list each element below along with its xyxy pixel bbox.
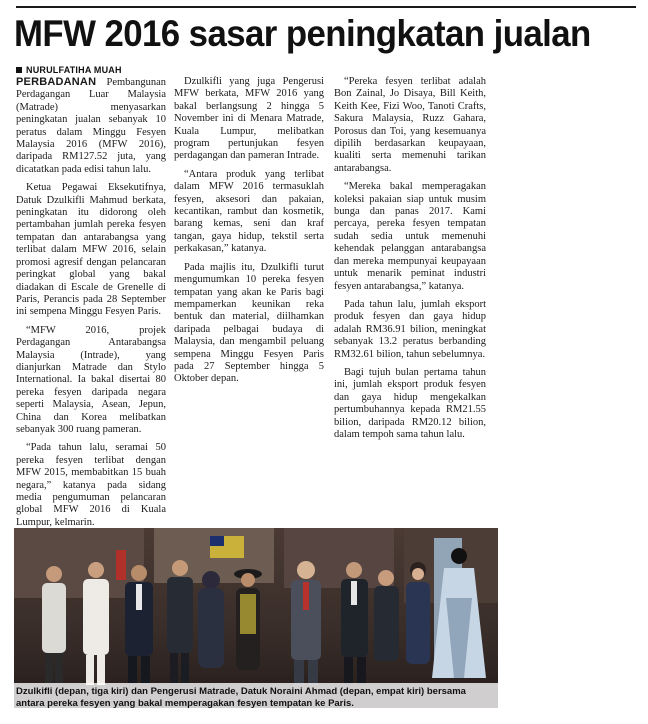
paragraph: “Pereka fesyen terlibat adalah Bon Zainal, Jo Disaya, Bill Keith, Keith Kee, Fizi Woo, Tanoti Crafts, Sakura Malaysia, Ruzz Gahara, Porosus dan Toi, yang kesemuanya dipilih berdasarkan keupayaan, kualiti serta memenuhi tarikan antarabangsa. [334, 76, 486, 174]
byline-author: NURULFATIHA MUAH [26, 65, 122, 75]
paragraph: Bagi tujuh bulan pertama tahun ini, jumlah eksport produk fesyen dan gaya hidup mengekalkan pertumbuhannya kepada RM21.55 bilion, daripada RM20.12 bilion, dalam tempoh sama tahun lalu. [334, 366, 486, 440]
paragraph: “Antara produk yang terlibat dalam MFW 2016 termasuklah fesyen, aksesori dan pakaian, kecantikan, rambut dan kosmetik, barang kemas, seni dan kraf tangan, gaya hidup, tekstil serta perkakasan,” katanya. [174, 168, 324, 255]
paragraph: “Pada tahun lalu, seramai 50 pereka fesyen terlibat dengan MFW 2015, membabitkan 15 buah negara,” katanya pada sidang media pengumuman pelancaran global MFW 2016 di Kuala Lumpur, kelmarin. [16, 442, 166, 528]
lead-word: PERBADANAN [16, 76, 97, 88]
paragraph: Pada majlis itu, Dzulkifli turut mengumumkan 10 pereka fesyen tempatan yang akan ke Paris bagi mempamerkan keunikan reka bentuk dan material, diilhamkan daripada pelbagai budaya di Malaysia, dan mengambil peluang sempena Minggu Fesyen Paris pada 27 September hingga 5 Oktober depan. [174, 261, 324, 385]
paragraph [16, 76, 166, 176]
top-rule [16, 6, 636, 8]
article-headline: MFW 2016 sasar peningkatan jualan [14, 13, 591, 54]
article-column-1 [16, 76, 166, 535]
paragraph-text: Pembangunan Perdagangan Luar Malaysia (Matrade) menyasarkan peningkatan jualan sebanyak 10 peratus dalam Minggu Fesyen Malaysia 2016 (MFW 2016), daripada RM127.52 juta, yang dicatatkan pada edisi tahun lalu. [16, 77, 166, 175]
paragraph: “MFW 2016, projek Perdagangan Antarabangsa Malaysia (Intrade), yang dianjurkan Matrade dan Stylo International. Ia bakal disertai 80 pereka fesyen daripada negara seperti Malaysia, Asean, Jepun, China dan Korea melibatkan sebanyak 300 ruang pameran. [16, 324, 166, 435]
paragraph: Dzulkifli yang juga Pengerusi MFW berkata, MFW 2016 yang bakal berlangsung 2 hingga 5 November ini di Menara Matrade, Kuala Lumpur, melibatkan program pertunjukan fesyen perdagangan dan pameran Intrade. [174, 76, 324, 162]
paragraph: “Mereka bakal memperagakan koleksi pakaian siap untuk musim bunga dan panas 2017. Kami percaya, pereka fesyen tempatan sudah sedia untuk memenuhi kehendak pelanggan antarabangsa dan mereka mempunyai keupayaan untuk menarik peminat industri fesyen antarabangsa,” katanya. [334, 181, 486, 292]
byline-bullet-icon [16, 67, 22, 73]
paragraph: Pada tahun lalu, jumlah eksport produk fesyen dan gaya hidup adalah RM36.91 bilion, meningkat sebanyak 13.2 peratus berbanding RM32.61 bilion, tahun sebelumnya. [334, 298, 486, 360]
group-photo-illustration [14, 528, 498, 708]
photo-caption: Dzulkifli (depan, tiga kiri) dan Pengerusi Matrade, Datuk Noraini Ahmad (depan, empat kiri) bersama antara pereka fesyen yang bakal memperagakan fesyen tempatan ke Paris. [16, 686, 466, 709]
article-column-2 [174, 76, 324, 392]
group-photo [14, 528, 498, 708]
article-column-3 [334, 76, 486, 447]
paragraph: Ketua Pegawai Eksekutifnya, Datuk Dzulkifli Mahmud berkata, peningkatan itu didorong oleh pertambahan jumlah pereka fesyen tempatan dan antarabangsa yang terlibat dalam MFW 2016, selain promosi agresif dengan pelancaran peringkat global yang bakal diadakan di Escale de Grenelle di Paris, Perancis pada 28 September ini sempena Minggu Fesyen Paris. [16, 182, 166, 318]
byline [16, 65, 122, 75]
